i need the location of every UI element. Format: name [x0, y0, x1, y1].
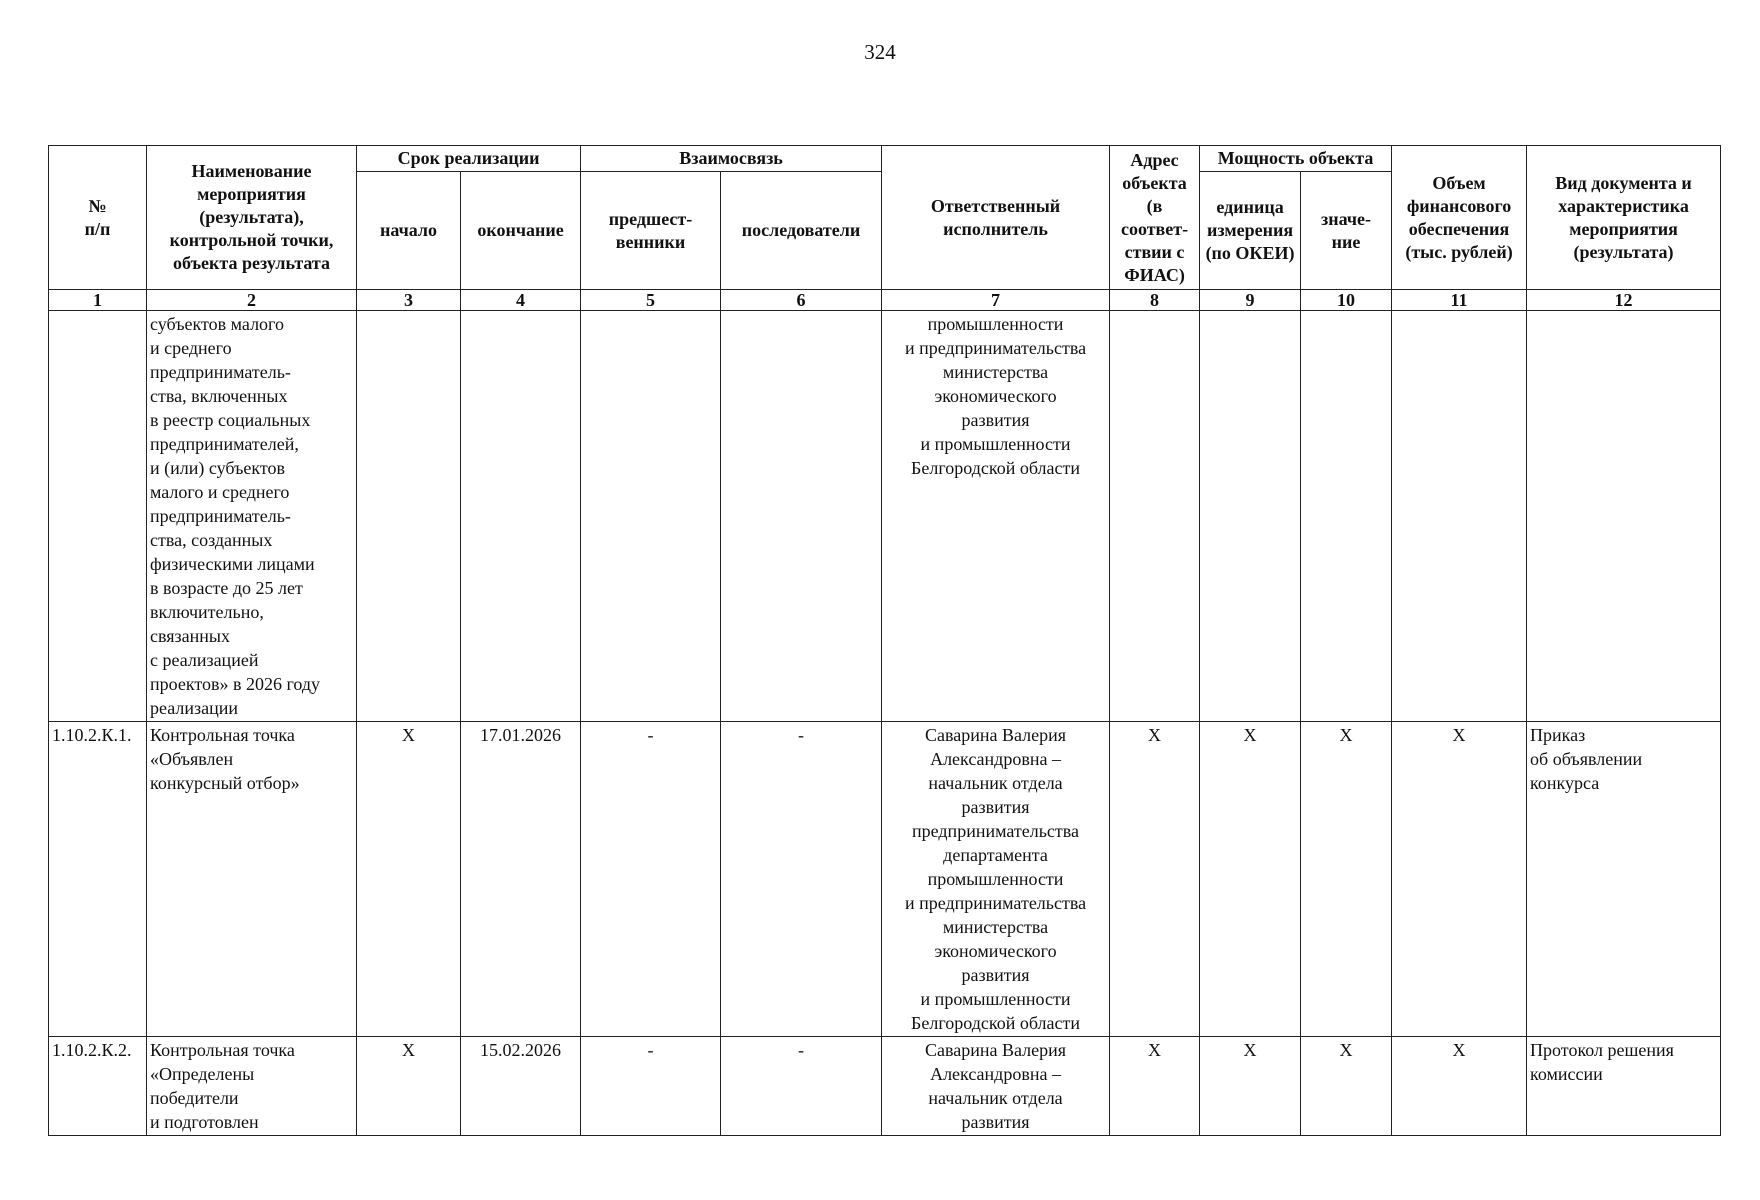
header-link-succ: последователи: [721, 172, 882, 290]
cell-value: X: [1301, 722, 1392, 1037]
column-number: 6: [721, 290, 882, 311]
column-number: 10: [1301, 290, 1392, 311]
header-period-end: окончание: [461, 172, 581, 290]
cell-end: 17.01.2026: [461, 722, 581, 1037]
cell-responsible: промышленности и предпринимательства министерства экономического развития и промышленности Белгородской области: [882, 311, 1110, 722]
cell-start: X: [357, 1037, 461, 1136]
page-number: 324: [864, 40, 896, 64]
header-capacity-value: значе- ние: [1301, 172, 1392, 290]
table-row: [49, 1037, 1721, 1136]
cell-pred: [581, 311, 721, 722]
header-name: Наименование мероприятия (результата), контрольной точки, объекта результата: [147, 146, 357, 290]
column-number-row: [49, 290, 1721, 311]
column-number: 12: [1527, 290, 1721, 311]
cell-document: [1527, 311, 1721, 722]
cell-document: Протокол решения комиссии: [1527, 1037, 1721, 1136]
column-number: 1: [49, 290, 147, 311]
column-number: 3: [357, 290, 461, 311]
plan-table: [48, 145, 1721, 1136]
header-capacity-group: Мощность объекта: [1200, 146, 1392, 172]
header-capacity-unit: единица измерения (по ОКЕИ): [1200, 172, 1301, 290]
header-responsible: Ответственный исполнитель: [882, 146, 1110, 290]
cell-num: 1.10.2.К.1.: [49, 722, 147, 1037]
cell-document: Приказ об объявлении конкурса: [1527, 722, 1721, 1037]
header-row-1: [49, 146, 1721, 172]
cell-end: [461, 311, 581, 722]
column-number: 8: [1110, 290, 1200, 311]
cell-finance: X: [1392, 722, 1527, 1037]
cell-start: X: [357, 722, 461, 1037]
header-period-group: Срок реализации: [357, 146, 581, 172]
header-document: Вид документа и характеристика мероприятия (результата): [1527, 146, 1721, 290]
column-number: 9: [1200, 290, 1301, 311]
cell-value: [1301, 311, 1392, 722]
cell-name: Контрольная точка «Объявлен конкурсный отбор»: [147, 722, 357, 1037]
cell-finance: X: [1392, 1037, 1527, 1136]
cell-end: 15.02.2026: [461, 1037, 581, 1136]
cell-responsible: Саварина Валерия Александровна – начальник отдела развития предпринимательства департамента промышленности и предпринимательства министерства экономического развития и промышленности Белгородской области: [882, 722, 1110, 1037]
header-period-start: начало: [357, 172, 461, 290]
cell-address: [1110, 311, 1200, 722]
cell-succ: -: [721, 1037, 882, 1136]
cell-address: X: [1110, 722, 1200, 1037]
header-link-pred: предшест- венники: [581, 172, 721, 290]
cell-finance: [1392, 311, 1527, 722]
cell-value: X: [1301, 1037, 1392, 1136]
cell-num: 1.10.2.К.2.: [49, 1037, 147, 1136]
header-num: № п/п: [49, 146, 147, 290]
cell-unit: X: [1200, 1037, 1301, 1136]
column-number: 5: [581, 290, 721, 311]
cell-unit: X: [1200, 722, 1301, 1037]
column-number: 2: [147, 290, 357, 311]
header-link-group: Взаимосвязь: [581, 146, 882, 172]
cell-address: X: [1110, 1037, 1200, 1136]
cell-succ: -: [721, 722, 882, 1037]
column-number: 7: [882, 290, 1110, 311]
header-finance: Объем финансового обеспечения (тыс. рублей): [1392, 146, 1527, 290]
header-address: Адрес объекта (в соответ-ствии с ФИАС): [1110, 146, 1200, 290]
cell-num: [49, 311, 147, 722]
cell-name: Контрольная точка «Определены победители и подготовлен: [147, 1037, 357, 1136]
cell-pred: -: [581, 1037, 721, 1136]
cell-pred: -: [581, 722, 721, 1037]
cell-start: [357, 311, 461, 722]
cell-responsible: Саварина Валерия Александровна – начальник отдела развития: [882, 1037, 1110, 1136]
table-row: [49, 722, 1721, 1037]
column-number: 11: [1392, 290, 1527, 311]
cell-name: субъектов малого и среднего предприниматель- ства, включенных в реестр социальных предпринимателей, и (или) субъектов малого и среднего предприниматель- ства, созданных физическими лицами в возрасте до 25 лет включительно, связанных с реализацией проектов» в 2026 году реализации: [147, 311, 357, 722]
cell-succ: [721, 311, 882, 722]
cell-unit: [1200, 311, 1301, 722]
column-number: 4: [461, 290, 581, 311]
table-row: [49, 311, 1721, 722]
